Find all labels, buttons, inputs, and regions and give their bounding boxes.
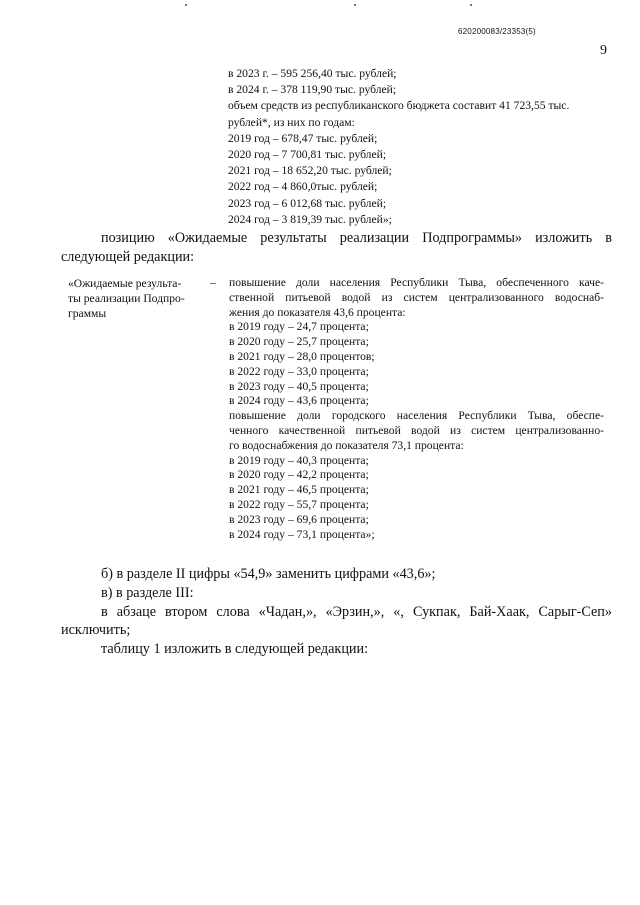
scan-dot — [185, 4, 187, 6]
results-line: в 2020 году – 42,2 процента; — [229, 468, 369, 482]
results-line: го водоснабжения до показателя 73,1 процента: — [229, 438, 464, 452]
label-line: ты реализации Подпро- — [68, 292, 185, 306]
intro-paragraph-line1: позицию «Ожидаемые результаты реализации Подпрограммы» изложить в — [101, 230, 612, 246]
results-line: в 2024 году – 43,6 процента; — [229, 394, 369, 408]
funding-line: 2020 год – 7 700,81 тыс. рублей; — [228, 148, 387, 162]
paragraph-v: в) в разделе III: — [101, 585, 194, 601]
funding-line: 2022 год – 4 860,0тыс. рублей; — [228, 180, 378, 194]
funding-line: 2023 год – 6 012,68 тыс. рублей; — [228, 196, 387, 210]
page-number: 9 — [600, 43, 607, 58]
results-line: повышение доли городского населения Республики Тыва, обеспе- — [229, 409, 604, 423]
document-id: 620200083/23353(5) — [458, 27, 536, 36]
funding-line: рублей*, из них по годам: — [228, 115, 355, 129]
paragraph-table1: таблицу 1 изложить в следующей редакции: — [101, 641, 369, 657]
funding-line: 2021 год – 18 652,20 тыс. рублей; — [228, 164, 392, 178]
results-line: в 2023 году – 40,5 процента; — [229, 379, 369, 393]
table-dash: – — [210, 276, 216, 289]
funding-lines — [228, 66, 569, 228]
results-line: в 2021 году – 28,0 процентов; — [229, 349, 375, 363]
funding-line: 2024 год – 3 819,39 тыс. рублей»; — [228, 212, 392, 226]
paragraph-b: б) в разделе II цифры «54,9» заменить цифрами «43,6»; — [101, 566, 436, 582]
funding-line: 2019 год – 678,47 тыс. рублей; — [228, 131, 378, 145]
intro-paragraph-line2: следующей редакции: — [61, 249, 195, 265]
results-line: в 2019 году – 24,7 процента; — [229, 320, 369, 334]
label-line: граммы — [68, 307, 107, 321]
results-line: в 2023 году – 69,6 процента; — [229, 512, 369, 526]
funding-line: в 2023 г. – 595 256,40 тыс. рублей; — [228, 67, 397, 80]
paragraph-abzac-line1: в абзаце втором слова «Чадан,», «Эрзин,», «, Сукпак, Бай-Хаак, Сарыг-Сеп» — [101, 604, 612, 620]
results-line: в 2020 году – 25,7 процента; — [229, 335, 369, 349]
table-results-body — [229, 276, 604, 542]
label-line: «Ожидаемые результа- — [68, 277, 182, 290]
results-line: ченного качественной питьевой водой из систем централизованно- — [229, 423, 604, 437]
results-line: в 2022 году – 33,0 процента; — [229, 364, 369, 378]
scan-dot — [354, 4, 356, 6]
results-line: в 2021 году – 46,5 процента; — [229, 483, 369, 497]
results-line: ственной питьевой водой из систем централизованного водоснаб- — [229, 290, 604, 304]
results-line: в 2019 году – 40,3 процента; — [229, 453, 369, 467]
scan-dot — [470, 4, 472, 6]
results-line: в 2024 году – 73,1 процента»; — [229, 527, 375, 541]
funding-line: в 2024 г. – 378 119,90 тыс. рублей; — [228, 83, 397, 97]
results-line: жения до показателя 43,6 процента: — [229, 305, 406, 319]
results-line: повышение доли населения Республики Тыва, обеспеченного каче- — [229, 276, 604, 289]
table-position-label — [68, 276, 208, 322]
funding-line: объем средств из республиканского бюджета составит 41 723,55 тыс. — [228, 99, 570, 113]
paragraph-abzac-line2: исключить; — [61, 622, 131, 638]
results-line: в 2022 году – 55,7 процента; — [229, 497, 369, 511]
